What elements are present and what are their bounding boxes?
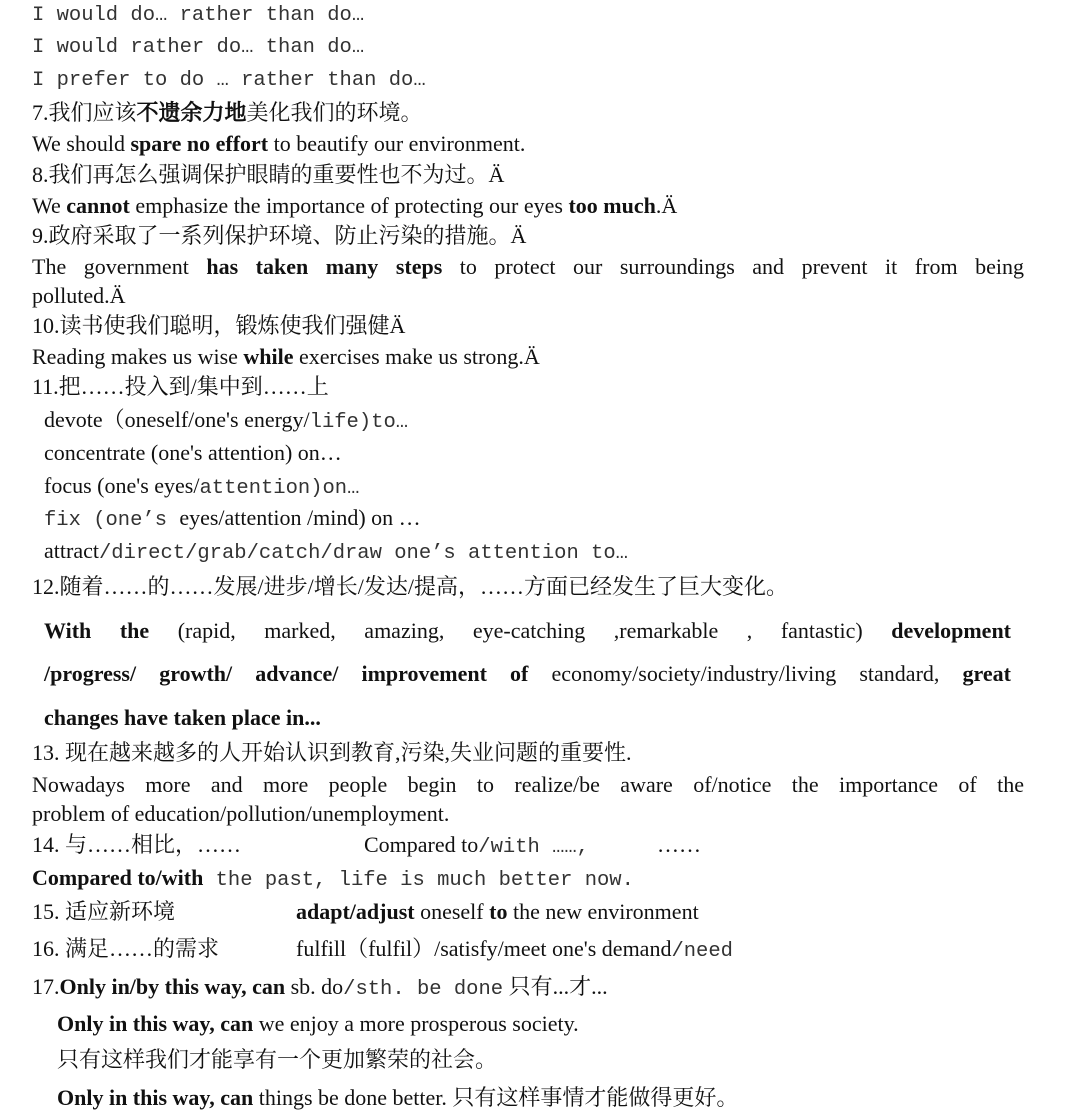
item-13-english-cont: problem of education/pollution/unemployment. [32, 801, 450, 826]
item-11-phrase: attract/direct/grab/catch/draw one’s attention to… [44, 538, 628, 565]
item-14-pattern: Compared to/with ……, [364, 832, 589, 859]
item-10-english: Reading makes us wise while exercises make us strong.Ä [32, 344, 540, 369]
item-8-english: We cannot emphasize the importance of protecting our eyes too much.Ä [32, 193, 678, 218]
item-11-phrase: fix (one’s eyes/attention /mind) on … [44, 505, 421, 532]
item-13-chinese: 13. 现在越来越多的人开始认识到教育,污染,失业问题的重要性. [32, 740, 632, 765]
item-12-chinese: 12.随着……的……发展/进步/增长/发达/提高，……方面已经发生了巨大变化。 [32, 574, 788, 599]
item-8-chinese: 8.我们再怎么强调保护眼睛的重要性也不为过。Ä [32, 162, 505, 187]
item-17-translation: 只有这样我们才能享有一个更加繁荣的社会。 [57, 1047, 498, 1072]
item-10-chinese: 10.读书使我们聪明，锻炼使我们强健Ä [32, 313, 406, 338]
item-15-english: adapt/adjust oneself to the new environment [296, 899, 699, 924]
doc-line: I prefer to do … rather than do… [32, 69, 426, 92]
item-9-chinese: 9.政府采取了一系列保护环境、防止污染的措施。Ä [32, 223, 527, 248]
item-7-chinese: 7.我们应该不遗余力地美化我们的环境。 [32, 100, 423, 125]
item-14-pattern: …… [657, 832, 701, 857]
item-16-chinese: 16. 满足……的需求 [32, 936, 220, 961]
item-16-english: fulfill（fulfil）/satisfy/meet one's demand/need [296, 936, 733, 963]
item-7-english: We should spare no effort to beautify our environment. [32, 131, 526, 156]
item-11-chinese: 11.把……投入到/集中到……上 [32, 374, 329, 399]
item-12-english: /progress/ growth/ advance/ improvement of economy/society/industry/living standard, great [44, 661, 1011, 686]
item-15-chinese: 15. 适应新环境 [32, 899, 176, 924]
item-17-example: Only in this way, can things be done better. 只有这样事情才能做得更好。 [57, 1085, 739, 1110]
doc-line: I would rather do… than do… [32, 36, 365, 59]
item-11-phrase: concentrate (one's attention) on… [44, 440, 342, 465]
item-11-phrase: focus (one's eyes/attention)on… [44, 473, 360, 500]
item-12-english: changes have taken place in... [44, 705, 321, 730]
item-13-english: Nowadays more and more people begin to realize/be aware of/notice the importance of the [32, 772, 1024, 797]
item-17-example: Only in this way, can we enjoy a more prosperous society. [57, 1011, 579, 1036]
item-17-pattern: 17.Only in/by this way, can sb. do/sth. be done 只有...才... [32, 974, 608, 1001]
doc-line: I would do… rather than do… [32, 4, 365, 27]
item-14-chinese: 14. 与……相比，…… [32, 832, 242, 857]
item-9-english: The government has taken many steps to protect our surroundings and prevent it from being [32, 254, 1024, 279]
item-12-english: With the (rapid, marked, amazing, eye-catching ,remarkable , fantastic) development [44, 618, 1011, 643]
item-9-english-cont: polluted.Ä [32, 283, 126, 308]
item-11-phrase: devote（oneself/one's energy/life)to… [44, 407, 409, 434]
item-14-example: Compared to/with the past, life is much better now. [32, 865, 634, 892]
